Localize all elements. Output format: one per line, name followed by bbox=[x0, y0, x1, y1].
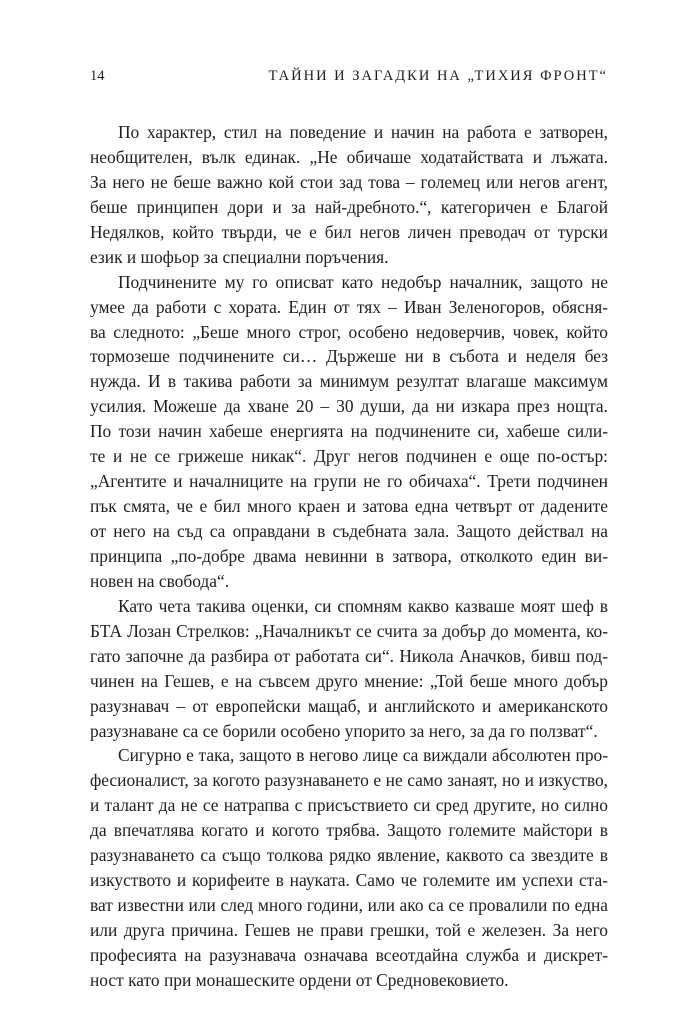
running-head bbox=[90, 66, 608, 86]
paragraph-3 bbox=[90, 594, 608, 744]
paragraph-4 bbox=[90, 743, 608, 992]
text-line: За него не беше важно кой стои зад това – големец или негов агент, bbox=[90, 171, 608, 192]
text-line: „Агентите и началниците на групи не го обичаха“. Трети подчинен bbox=[90, 471, 608, 492]
text-line: Сигурно е така, защото в негово лице са виждали абсолютен про- bbox=[118, 745, 608, 766]
text-line: разузнавач – от европейски мащаб, и английското и американското bbox=[90, 695, 608, 716]
text-line: да впечатлява когато и когото трябва. Защото големите майстори в bbox=[90, 820, 608, 841]
text-line: ност като при монашеските ордени от Средновековието. bbox=[90, 969, 509, 990]
text-line: Като чета такива оценки, си спомням какво казваше моят шеф в bbox=[118, 595, 608, 616]
text-line: БТА Лозан Стрелков: „Началникът се счита за добър до момента, ко- bbox=[90, 620, 608, 641]
text-line: разузнаването са също толкова рядко явление, каквото са звездите в bbox=[90, 845, 608, 866]
text-line: умее да работи с хората. Един от тях – Иван Зеленогоров, обясня- bbox=[90, 296, 608, 317]
text-line: разузнаване са се борили особено упорито за него, за да го ползват“. bbox=[90, 720, 598, 741]
text-line: ват известни или след много години, или ако са се провалили по една bbox=[90, 895, 608, 916]
book-title: ТАЙНИ И ЗАГАДКИ НА „ТИХИЯ ФРОНТ“ bbox=[268, 68, 608, 84]
page-number: 14 bbox=[90, 68, 105, 84]
text-line: Недялков, който твърди, че е бил негов личен преводач от турски bbox=[90, 221, 608, 242]
text-line: ва следното: „Беше много строг, особено недоверчив, човек, който bbox=[90, 321, 608, 342]
text-line: По характер, стил на поведение и начин на работа е затворен, bbox=[118, 122, 608, 142]
paragraph-1 bbox=[90, 120, 608, 270]
text-line: те и не се грижеше никак“. Друг негов подчинен е още по-остър: bbox=[90, 446, 608, 467]
text-line: необщителен, вълк единак. „Не обичаше ходатайствата и лъжата. bbox=[90, 146, 608, 167]
text-line: професията на разузнавача означава всеотдайна служба и дискрет- bbox=[90, 944, 608, 965]
text-line: Подчинените му го описват като недобър началник, защото не bbox=[118, 271, 608, 292]
text-line: фесионалист, за когото разузнаването е не само занаят, но и изкуство, bbox=[90, 770, 608, 791]
text-line: тормозеше подчинените си… Държеше ни в събота и неделя без bbox=[90, 346, 608, 367]
text-line: или друга причина. Гешев не прави грешки, той е железен. За него bbox=[90, 920, 608, 940]
text-line: пък смята, че е бил много краен и затова една четвърт от дадените bbox=[90, 496, 608, 517]
text-line: нужда. И в такива работи за минимум резултат влагаше максимум bbox=[90, 371, 608, 392]
paragraph-2 bbox=[90, 270, 608, 594]
text-line: принципа „по-добре двама невинни в затвора, отколкото един ви- bbox=[90, 545, 608, 566]
text-line: и талант да не се натрапва с присъствието си сред другите, но силно bbox=[90, 795, 608, 816]
text-line: език и шофьор за специални поръчения. bbox=[90, 246, 389, 267]
body-text bbox=[90, 120, 608, 993]
text-line: чинен на Гешев, е на съвсем друго мнение: „Той беше много добър bbox=[90, 670, 608, 691]
text-line: изкуството и корифеите в науката. Само че големите им успехи ста- bbox=[90, 870, 608, 891]
text-line: новен на свобода“. bbox=[90, 570, 230, 591]
text-line: от него на съд са оправдани в съдебната зала. Защото действал на bbox=[90, 521, 608, 541]
text-line: По този начин хабеше енергията на подчинените си, хабеше сили- bbox=[90, 421, 608, 442]
text-line: усилия. Можеше да хване 20 – 30 души, да ни изкара през нощта. bbox=[90, 396, 608, 417]
text-line: гато започне да разбира от работата си“. Никола Аначков, бивш под- bbox=[90, 645, 608, 666]
text-line: беше принципен дори и за най-дребното.“, категоричен е Благой bbox=[90, 196, 608, 217]
